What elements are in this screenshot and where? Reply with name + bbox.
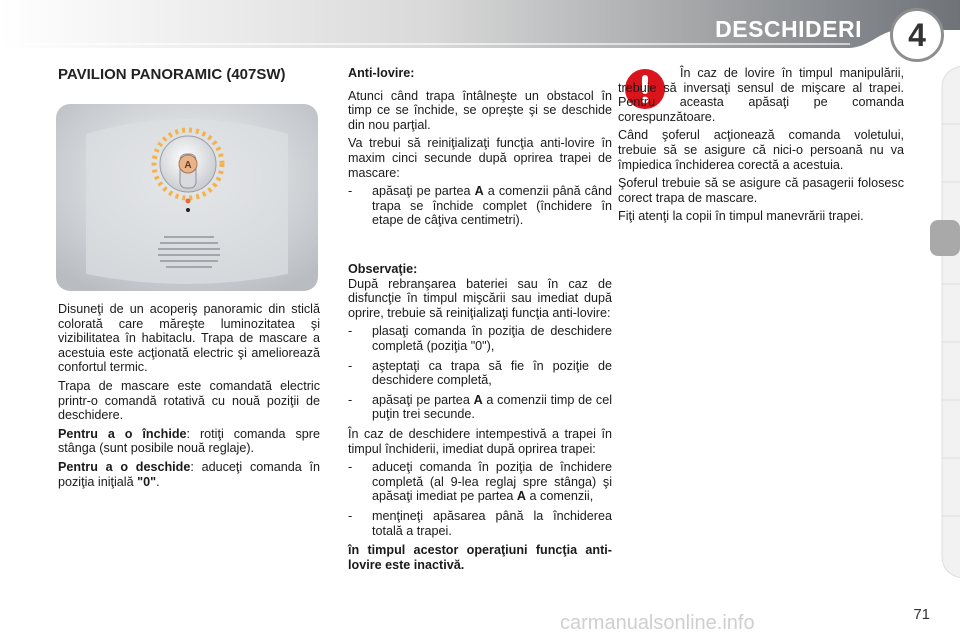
list-item-dash: - — [348, 324, 353, 339]
trapa-paragraph: Trapa de mascare este comandată electric printr-o comandă rotativă cu nouă poziţii de deschidere. — [58, 378, 320, 423]
page-number: 71 — [913, 606, 930, 623]
list-item-pre: aduceţi comanda în poziţia de închidere completă (al 9-lea reglaj spre stânga) şi apăsaţi imediat pe partea — [372, 460, 612, 504]
list-item — [348, 509, 612, 538]
list-item-post: a comenzii timp de cel puţin trei secunde. — [372, 392, 612, 422]
roof-control-illustration — [56, 104, 318, 291]
chapter-tabs — [928, 66, 960, 578]
chapter-number-badge: 4 — [890, 8, 944, 62]
step-bold: A — [474, 184, 484, 199]
list-item-pre: apăsaţi pe partea — [372, 392, 474, 407]
right-paragraph-4: Fiţi atenţi la copii în timpul manevrării trapei. — [618, 209, 864, 224]
anti-lovire-paragraph-1: Atunci când trapa întâlneşte un obstacol în timp ce se închide, se opreşte şi se deschide din nou parţial. — [348, 88, 612, 132]
close-instruction — [58, 427, 320, 456]
list-item — [348, 324, 612, 353]
right-paragraph-2: Când şoferul acţionează comanda voletului, trebuie să se asigure că nici-o persoană nu va împiedica închiderea corectă a acestuia. — [618, 128, 904, 172]
close-label: Pentru a o închide — [58, 426, 187, 441]
open-instruction — [58, 460, 320, 489]
open-label: Pentru a o deschide — [58, 459, 191, 474]
list-item-pre: menţineţi apăsarea până la închiderea totală a trapei. — [372, 508, 612, 538]
right-paragraph-3: Şoferul trebuie să se asigure că pasagerii folosesc corect trapa de mascare. — [618, 176, 904, 205]
intro-paragraph: Disuneţi de un acoperiş panoramic din sticlă colorată care măreşte luminozitatea şi vizibilitatea în habitaclu. Trapa de mascare a acestuia este acţionată electric şi ameliorează confortul termic. — [58, 302, 320, 375]
chapter-title: DESCHIDERI — [715, 16, 862, 42]
list-item-dash: - — [348, 460, 353, 475]
open-text: : aduceţi comanda în poziţia iniţială — [58, 459, 320, 489]
roof-control-photo — [56, 104, 318, 291]
open-value: "0" — [137, 474, 157, 489]
step-text-end: a comenzii până când trapa se închide complet (închidere în etape de câţiva centimetri). — [372, 184, 612, 228]
left-column — [58, 66, 320, 83]
list-item — [348, 393, 612, 422]
final-warning: în timpul acestor operaţiuni funcţia anti-lovire este inactivă. — [348, 543, 612, 572]
middle-column-top — [348, 66, 612, 233]
list-item-post: a comenzii, — [526, 489, 594, 504]
case-paragraph: În caz de deschidere intempestivă a trapei în timpul închiderii, imediat după oprirea trapei: — [348, 426, 612, 456]
middle-column-bottom — [348, 262, 612, 576]
right-paragraph-1: În caz de lovire în timpul manipulării, trebuie să inversaţi sensul de mişcare al trapei. Pentru aceasta apăsaţi pe comanda corespunzătoare. — [618, 66, 904, 124]
list-item-dash: - — [348, 358, 353, 373]
list-item — [348, 359, 612, 388]
open-end: . — [156, 474, 160, 489]
observatie-list — [348, 324, 612, 422]
section-title: PAVILION PANORAMIC (407SW) — [58, 66, 286, 83]
watermark: carmanualsonline.info — [560, 612, 755, 634]
observatie-paragraph: După rebranşarea bateriei sau în caz de disfuncţie în timpul mişcării sau imediat după oprire, trebuie să reiniţializaţi funcţia anti-lovire: — [348, 276, 612, 320]
anti-lovire-step — [348, 184, 612, 228]
list-item-pre: aşteptaţi ca trapa să fie în poziţie de deschidere completă, — [372, 358, 612, 388]
observatie-title: Observaţie: — [348, 262, 418, 276]
step-text: apăsaţi pe partea — [372, 184, 475, 199]
list-item-pre: plasaţi comanda în poziţia de deschidere completă (poziţia "0"), — [372, 324, 612, 353]
list-item-dash: - — [348, 508, 353, 523]
list-item-bold: A — [516, 489, 527, 504]
list-item-bold: A — [473, 392, 483, 407]
left-text — [58, 302, 320, 493]
list-item-dash: - — [348, 392, 353, 407]
close-text: : rotiţi comanda spre stânga (sunt posibile nouă reglaje). — [58, 426, 320, 456]
case-list — [348, 460, 612, 538]
anti-lovire-title: Anti-lovire: — [348, 66, 415, 80]
right-column — [618, 66, 904, 228]
dash: - — [348, 184, 353, 199]
list-item — [348, 460, 612, 504]
anti-lovire-paragraph-2: Va trebui să reiniţializaţi funcţia anti-lovire în maxim cinci secunde după oprirea trapei de mascare: — [348, 136, 612, 180]
part-a-label: A — [184, 160, 192, 171]
